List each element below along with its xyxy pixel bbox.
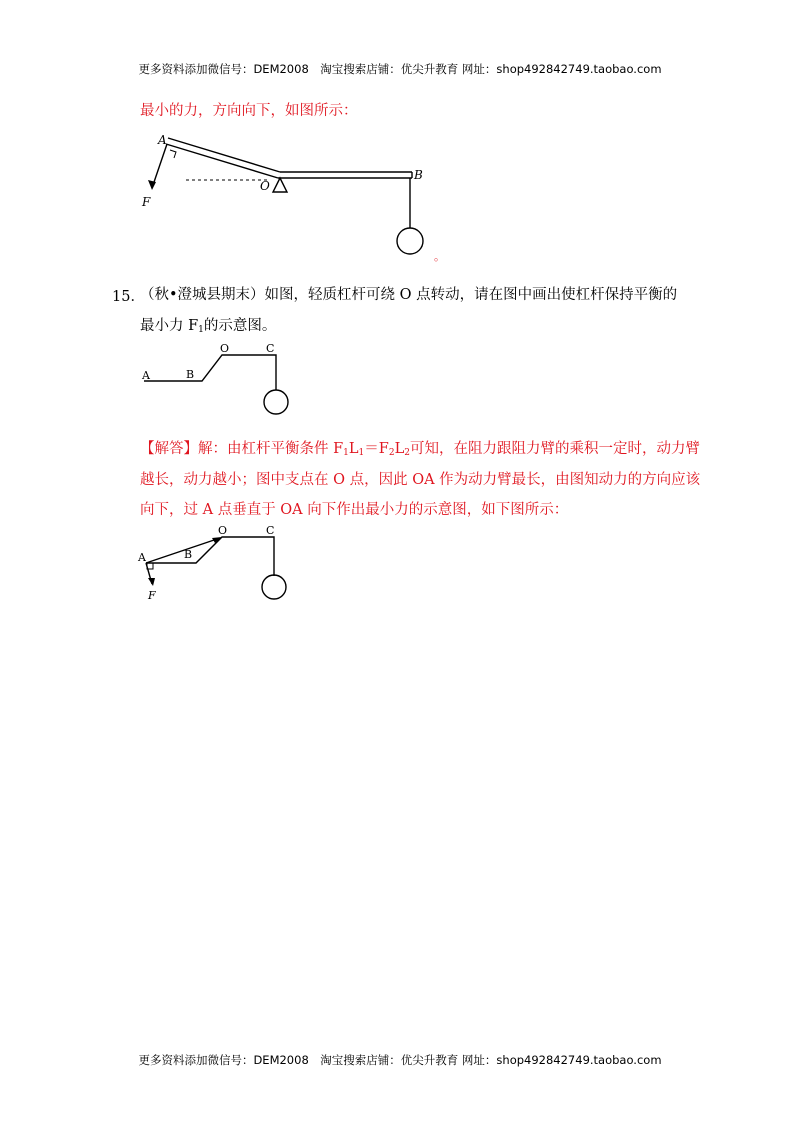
figure-lever-answer-2 — [134, 524, 304, 604]
label-F: F — [148, 589, 156, 602]
label-B: B — [184, 548, 193, 561]
previous-answer-text: 最小的力，方向向下，如图所示： — [140, 103, 358, 119]
figure-lever-answer-1 — [130, 130, 450, 263]
answer-line-3: 向下，过 A 点垂直于 OA 向下作出最小力的示意图，如下图所示： — [140, 502, 569, 518]
label-C: C — [266, 524, 275, 537]
label-A: A — [142, 369, 150, 382]
label-A: A — [138, 551, 146, 564]
trailing-mark: 。 — [434, 250, 445, 263]
question-number: 15． — [112, 289, 145, 305]
page-footer: 更多资料添加微信号：DEM2008 淘宝搜索店铺：优尖升教育 网址：shop492842749.taobao.com — [138, 1053, 662, 1067]
label-B: B — [414, 168, 423, 182]
answer-line-2: 越长，动力越小；图中支点在 O 点，因此 OA 作为动力臂最长，由图知动力的方向应该 — [140, 472, 701, 488]
question-line-1: （秋•澄城县期末）如图，轻质杠杆可绕 O 点转动，请在图中画出使杠杆保持平衡的 — [140, 287, 678, 303]
figure-lever-question — [140, 340, 300, 420]
label-O: O — [260, 179, 270, 193]
label-O: O — [218, 524, 228, 537]
page-header: 更多资料添加微信号：DEM2008 淘宝搜索店铺：优尖升教育 网址：shop492842749.taobao.com — [138, 62, 662, 76]
label-O: O — [220, 342, 230, 355]
label-A: A — [158, 133, 167, 147]
label-C: C — [266, 342, 275, 355]
answer-tag: 【解答】 — [140, 441, 198, 457]
label-B: B — [186, 368, 195, 381]
label-F: F — [142, 195, 151, 209]
answer-line-1: 【解答】解：由杠杆平衡条件 $F_1L_1=F_2L_2$可知，在阻力跟阻力臂的乘积一定时，动力臂 — [140, 441, 700, 458]
question-line-2: 最小力 $F_1$的示意图。 — [140, 318, 277, 335]
